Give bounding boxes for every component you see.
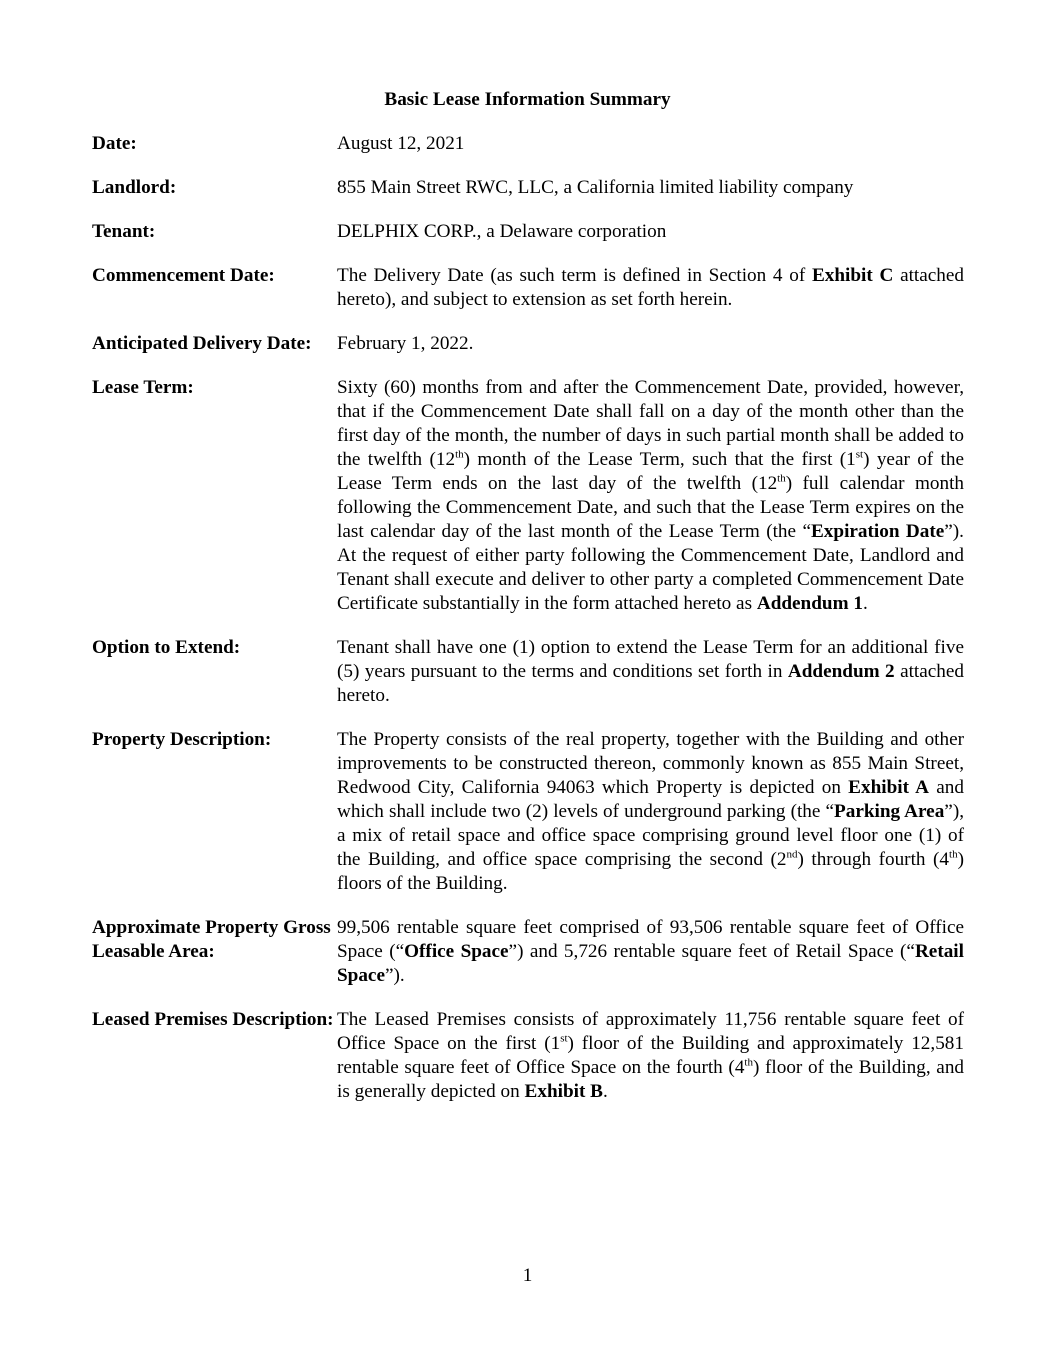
lease-info-row (92, 132, 964, 156)
lease-info-row (92, 264, 964, 312)
lease-info-row (92, 1008, 964, 1104)
row-label: Option to Extend: (92, 637, 241, 658)
bold-term: Retail Space (337, 941, 964, 986)
lease-info-row (92, 176, 964, 200)
value-text: ) floor of the Building and approximately 12,581 rentable square feet of Office Space on the fourth (4 (337, 1033, 964, 1078)
row-value (337, 1008, 964, 1104)
page-number: 1 (522, 1265, 533, 1286)
value-text: August 12, 2021 (337, 133, 465, 154)
row-label: Approximate Property Gross Leasable Area: (92, 917, 331, 962)
superscript-text: th (744, 1056, 753, 1069)
superscript-text: th (777, 472, 786, 485)
bold-term: Addendum 2 (787, 661, 895, 682)
lease-info-table (92, 132, 964, 1124)
value-text: attached hereto. (337, 661, 964, 706)
row-value (337, 176, 964, 200)
row-label: Date: (92, 133, 137, 154)
row-value (337, 376, 964, 616)
value-text: ) month of the Lease Term, such that the first (1 (463, 449, 856, 470)
superscript-text: th (455, 448, 464, 461)
row-label: Landlord: (92, 177, 177, 198)
value-text: . (862, 593, 868, 614)
lease-info-row (92, 916, 964, 988)
value-text: The Delivery Date (as such term is defined in Section 4 of (337, 265, 812, 286)
lease-info-row (92, 376, 964, 616)
value-text: attached hereto), and subject to extension as set forth herein. (337, 265, 964, 310)
row-label: Anticipated Delivery Date: (92, 333, 312, 354)
row-value (337, 264, 964, 312)
bold-term: Exhibit A (848, 777, 930, 798)
row-value (337, 220, 964, 244)
bold-term: Exhibit B (524, 1081, 603, 1102)
row-label: Commencement Date: (92, 265, 275, 286)
row-value (337, 132, 964, 156)
value-text: ”), a mix of retail space and office space comprising ground level floor one (1) of the Building, and office space comprising the second (2 (337, 801, 964, 870)
value-text: February 1, 2022. (337, 333, 474, 354)
bold-term: Expiration Date (811, 521, 945, 542)
lease-info-row (92, 636, 964, 708)
value-text: The Leased Premises consists of approximately 11,756 rentable square feet of Office Space on the first (1 (337, 1009, 964, 1054)
value-text: . (602, 1081, 608, 1102)
value-text: ) floors of the Building. (337, 849, 964, 894)
bold-term: Addendum 1 (756, 593, 863, 614)
lease-info-row (92, 220, 964, 244)
row-value (337, 728, 964, 896)
superscript-text: th (949, 848, 958, 861)
value-text: ) through fourth (4 (797, 849, 950, 870)
value-text: Tenant shall have one (1) option to extend the Lease Term for an additional five (5) years pursuant to the terms and conditions set forth in (337, 637, 964, 682)
row-label: Lease Term: (92, 377, 194, 398)
row-label: Property Description: (92, 729, 272, 750)
document-title: Basic Lease Information Summary (384, 89, 671, 110)
value-text: DELPHIX CORP., a Delaware corporation (337, 221, 667, 242)
lease-info-row (92, 332, 964, 356)
lease-info-row (92, 728, 964, 896)
superscript-text: st (560, 1032, 568, 1045)
superscript-text: st (855, 448, 864, 461)
row-value (337, 332, 964, 356)
bold-term: Office Space (404, 941, 509, 962)
value-text: ) floor of the Building, and is generally depicted on (337, 1057, 965, 1102)
value-text: ) full calendar month following the Commencement Date, and such that the Lease Term expires on the last calendar day of the last month of the Lease Term (the “ (337, 473, 964, 542)
value-text: Sixty (60) months from and after the Commencement Date, provided, however, that if the Commencement Date shall fall on a day of the month other than the first day of the month, the number of days in such partial month shall be added to the twelfth (12 (337, 377, 964, 470)
value-text: ”) and 5,726 rentable square feet of Retail Space (“ (508, 941, 915, 962)
row-label: Leased Premises Description: (92, 1009, 334, 1030)
row-label: Tenant: (92, 221, 156, 242)
bold-term: Parking Area (834, 801, 945, 822)
value-text: ”). (384, 965, 405, 986)
superscript-text: nd (786, 848, 798, 861)
row-value (337, 916, 964, 988)
value-text: and which shall include two (2) levels of underground parking (the “ (337, 777, 964, 822)
value-text: ”). At the request of either party following the Commencement Date, Landlord and Tenant shall execute and deliver to other party a completed Commencement Date Certificate substantially in the form attached hereto as (337, 521, 964, 614)
value-text: ) year of the Lease Term ends on the last day of the twelfth (12 (337, 449, 964, 494)
row-value (337, 636, 964, 708)
value-text: The Property consists of the real property, together with the Building and other improvements to be constructed thereon, commonly known as 855 Main Street, Redwood City, California 94063 which Property is depicted on (337, 729, 964, 798)
bold-term: Exhibit C (811, 265, 894, 286)
value-text: 99,506 rentable square feet comprised of 93,506 rentable square feet of Office Space (“ (337, 917, 964, 962)
value-text: 855 Main Street RWC, LLC, a California limited liability company (337, 177, 854, 198)
